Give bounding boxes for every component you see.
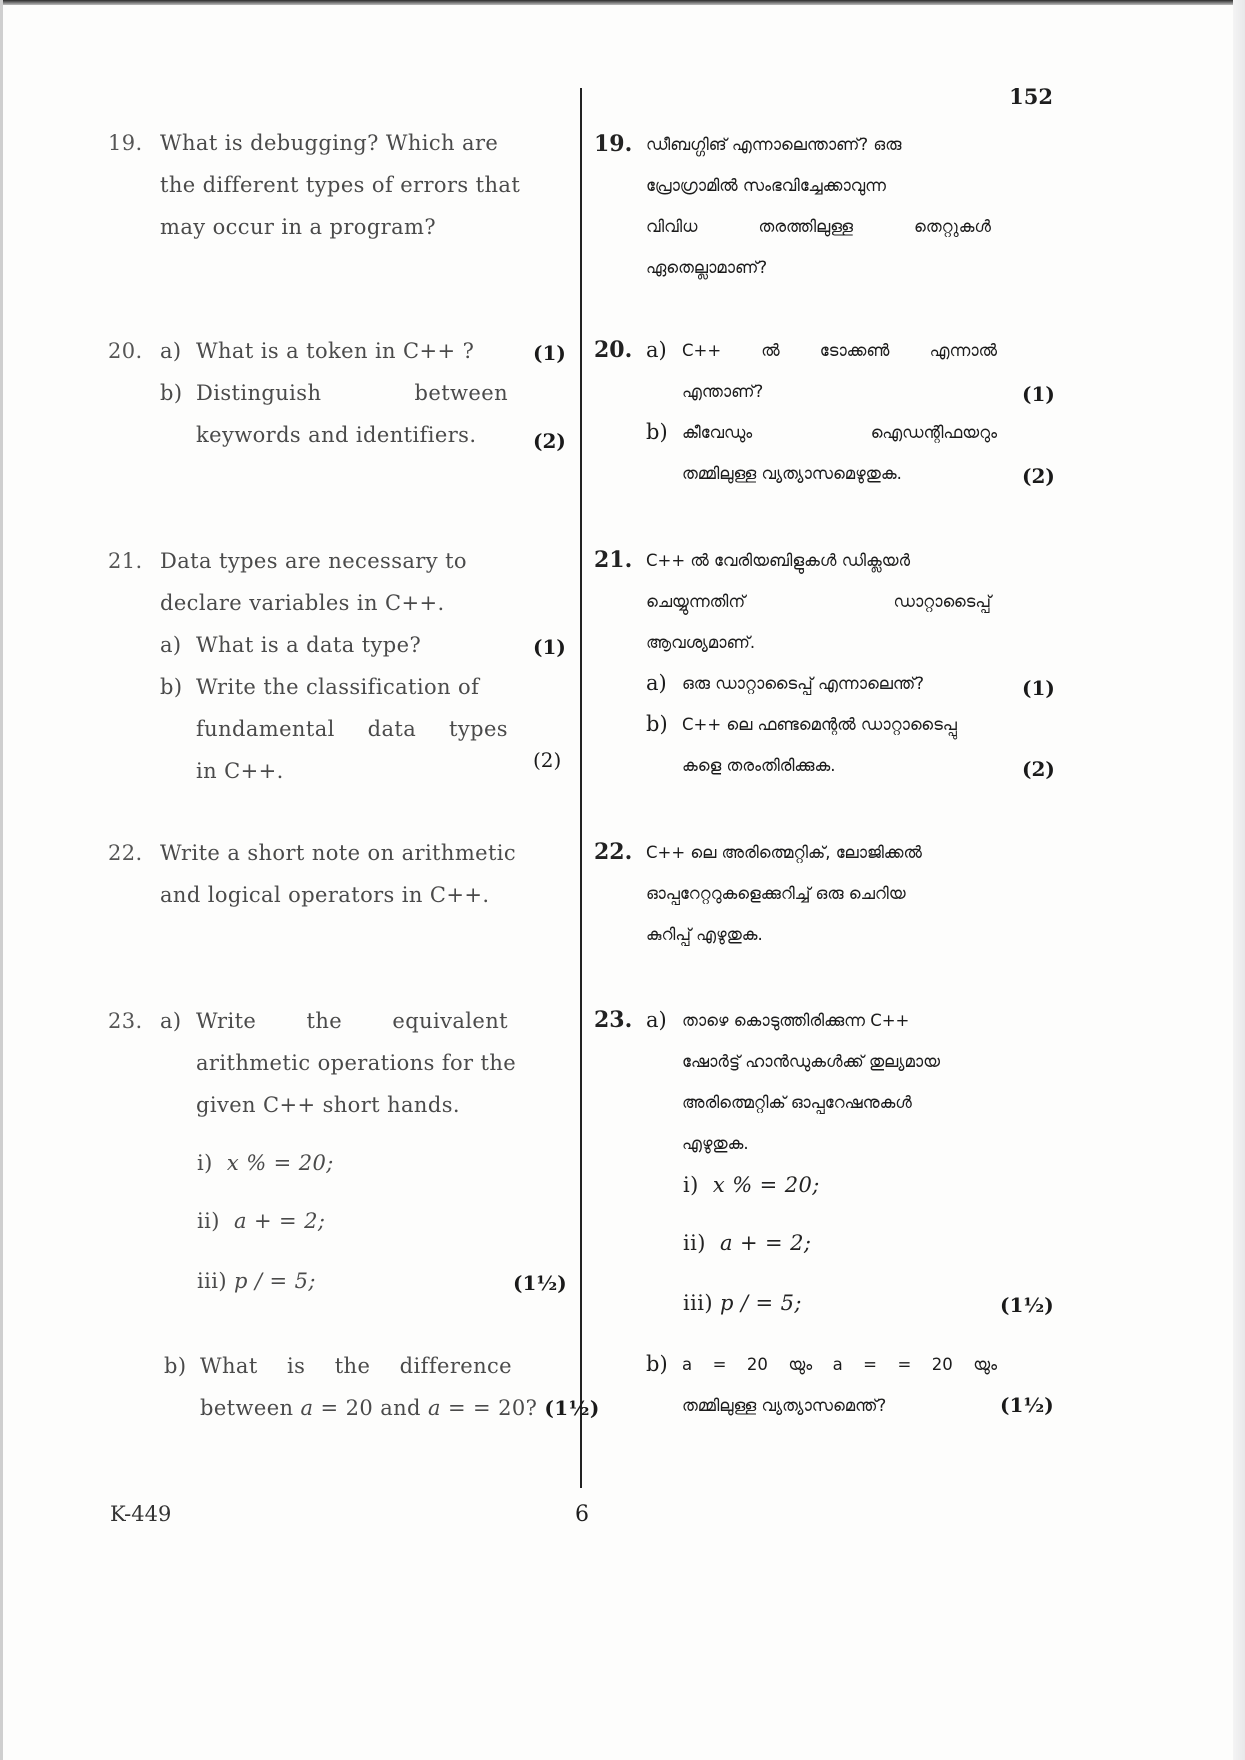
question-text: ആവശ്യമാണ്. <box>646 633 756 652</box>
subquestion-text: കീവേഡും ഐഡന്റിഫയറും <box>682 423 997 442</box>
question-text: ചെയ്യുന്നതിന് ഡാറ്റാടൈപ്പ് <box>646 592 991 611</box>
item-label: i) <box>683 1173 699 1197</box>
question-text: may occur in a program? <box>160 215 436 239</box>
question-number: 22. <box>594 839 633 865</box>
marks-label: (1½) <box>544 1396 600 1420</box>
question-20-en <box>108 330 508 456</box>
marks-label: (1) <box>533 635 566 659</box>
column-divider <box>580 88 582 1488</box>
question-text: Write a short note on arithmetic <box>160 841 517 865</box>
question-number: 22. <box>108 841 143 865</box>
subquestion-text: C++ ലെ ഫണ്ടമെന്റൽ ഡാറ്റാടൈപ്പു <box>682 715 957 734</box>
marks-label: (2) <box>533 748 562 772</box>
question-number: 21. <box>594 547 633 573</box>
shorthand-item <box>197 1200 325 1242</box>
subquestion-text: ഒരു ഡാറ്റാടൈപ്പ് എന്നാലെന്ത്? <box>682 674 924 693</box>
shorthand-item <box>197 1260 316 1302</box>
subquestion-a <box>160 1000 517 1126</box>
subquestion-text: Write the equivalent <box>196 1009 508 1033</box>
item-expression: a + = 2; <box>233 1209 326 1233</box>
subquestion-a <box>646 1000 1014 1164</box>
page-number: 152 <box>1009 84 1053 109</box>
subquestion-text: in C++. <box>196 759 284 783</box>
question-text: ഏതെല്ലാമാണ്? <box>646 258 768 277</box>
item-label: ii) <box>197 1209 220 1233</box>
item-label: i) <box>197 1151 213 1175</box>
question-text: കുറിപ്പ് എഴുതുക. <box>646 925 763 944</box>
item-label: iii) <box>683 1291 713 1315</box>
subquestion-text: തമ്മിലുള്ള വ്യത്യാസമെന്ത്? <box>682 1396 887 1415</box>
subquestion-text: Distinguish between <box>196 381 508 405</box>
question-number: 21. <box>108 549 143 573</box>
question-text: ഓപ്പറേറ്ററുകളെക്കുറിച്ച് ഒരു ചെറിയ <box>646 884 906 903</box>
item-expression: a + = 2; <box>719 1231 812 1255</box>
question-23-ml <box>594 1000 1014 1164</box>
subquestion-b <box>160 372 508 456</box>
question-21-ml <box>594 540 1014 786</box>
shorthand-item <box>683 1222 811 1264</box>
marks-label: (2) <box>1022 464 1055 488</box>
question-23-en <box>108 1000 517 1126</box>
subquestion-text: What is the difference <box>200 1354 512 1378</box>
subquestion-b <box>160 666 508 792</box>
question-number: 23. <box>108 1009 143 1033</box>
question-22-ml <box>594 832 1014 955</box>
subquestion-text: keywords and identifiers. <box>196 423 477 447</box>
question-19-ml <box>594 124 1014 288</box>
question-text: വിവിധ തരത്തിലുള്ള തെറ്റുകൾ <box>646 217 991 236</box>
marks-label: (1) <box>1022 382 1055 406</box>
item-label: ii) <box>683 1231 706 1255</box>
subquestion-label: a) <box>160 633 182 657</box>
subquestion-text: a = 20 യും a = = 20 യും <box>682 1355 997 1374</box>
subquestion-a <box>160 330 508 372</box>
question-22-en <box>108 832 517 916</box>
item-expression: x % = 20; <box>712 1173 820 1197</box>
subquestion-text: താഴെ കൊടുത്തിരിക്കുന്ന C++ <box>682 1011 910 1030</box>
question-20-ml <box>594 330 1014 494</box>
subquestion-label: b) <box>160 381 183 405</box>
subquestion-b <box>164 1345 600 1429</box>
marks-label: (2) <box>1022 757 1055 781</box>
question-text: പ്രോഗ്രാമിൽ സംഭവിച്ചേക്കാവുന്ന <box>646 176 886 195</box>
subquestion-label: b) <box>646 420 668 444</box>
subquestion-text: C++ ൽ ടോക്കൺ എന്നാൽ <box>682 341 997 360</box>
shorthand-item <box>197 1142 334 1184</box>
subquestion-b <box>646 704 1014 786</box>
subquestion-text: fundamental data types <box>196 717 508 741</box>
subquestion-text: Write the classification of <box>196 675 480 699</box>
paper-code: K-449 <box>110 1502 172 1526</box>
subquestion-label: a) <box>160 1009 182 1033</box>
subquestion-text: കളെ തരംതിരിക്കുക. <box>682 756 836 775</box>
marks-label: (1½) <box>513 1271 567 1295</box>
subquestion-label: a) <box>646 1008 667 1032</box>
item-expression: p / = 5; <box>234 1269 316 1293</box>
question-number: 20. <box>108 339 143 363</box>
subquestion-text: given C++ short hands. <box>196 1093 460 1117</box>
item-expression: p / = 5; <box>720 1291 802 1315</box>
subquestion-text: between a = 20 and a = = 20? (1½) <box>200 1396 600 1420</box>
subquestion-label: b) <box>646 1352 668 1376</box>
subquestion-label: a) <box>646 338 667 362</box>
subquestion-text: തമ്മിലുള്ള വ്യത്യാസമെഴുതുക. <box>682 464 902 483</box>
footer-page-number: 6 <box>575 1502 589 1527</box>
shorthand-item <box>683 1282 802 1324</box>
subquestion-a <box>160 624 508 666</box>
shorthand-item <box>683 1164 820 1206</box>
question-number: 19. <box>594 131 633 157</box>
item-label: iii) <box>197 1269 227 1293</box>
scan-top-edge <box>0 0 1245 5</box>
subquestion-label: b) <box>646 712 668 736</box>
subquestion-text: എന്താണ്? <box>682 382 764 401</box>
subquestion-label: a) <box>160 339 182 363</box>
question-21-en <box>108 540 508 792</box>
subquestion-text: എഴുതുക. <box>682 1134 749 1153</box>
question-text: C++ ൽ വേരിയബിളുകൾ ഡിക്ലയർ <box>646 551 911 570</box>
subquestion-b <box>646 412 1014 494</box>
marks-label: (1½) <box>1000 1393 1054 1417</box>
subquestion-text: What is a data type? <box>196 633 422 657</box>
subquestion-text: അരിത്മെറ്റിക് ഓപ്പറേഷനുകൾ <box>682 1093 912 1112</box>
question-text: the different types of errors that <box>160 173 521 197</box>
subquestion-text: ഷോർട്ട് ഹാൻഡുകൾക്ക് തുല്യമായ <box>682 1052 941 1071</box>
question-text: Data types are necessary to <box>160 549 467 573</box>
question-text: What is debugging? Which are <box>160 131 499 155</box>
question-text: ഡീബഗ്ഗിങ് എന്നാലെന്താണ്? ഒരു <box>646 135 902 154</box>
question-number: 23. <box>594 1007 633 1033</box>
marks-label: (1½) <box>1000 1293 1054 1317</box>
scan-left-edge <box>0 0 3 1760</box>
item-expression: x % = 20; <box>226 1151 334 1175</box>
marks-label: (1) <box>1022 676 1055 700</box>
subquestion-text: arithmetic operations for the <box>196 1051 517 1075</box>
subquestion-label: a) <box>646 671 667 695</box>
question-text: and logical operators in C++. <box>160 883 490 907</box>
question-number: 20. <box>594 337 633 363</box>
scan-right-edge <box>1233 0 1245 1760</box>
marks-label: (1) <box>533 341 566 365</box>
question-text: declare variables in C++. <box>160 591 445 615</box>
question-19-en <box>108 122 521 248</box>
subquestion-label: b) <box>164 1354 187 1378</box>
question-text: C++ ലെ അരിത്മെറ്റിക്, ലോജിക്കൽ <box>646 843 922 862</box>
subquestion-text: What is a token in C++ ? <box>196 339 475 363</box>
subquestion-label: b) <box>160 675 183 699</box>
question-number: 19. <box>108 131 143 155</box>
subquestion-a <box>646 330 1014 412</box>
subquestion-a <box>646 663 1014 704</box>
marks-label: (2) <box>533 429 566 453</box>
